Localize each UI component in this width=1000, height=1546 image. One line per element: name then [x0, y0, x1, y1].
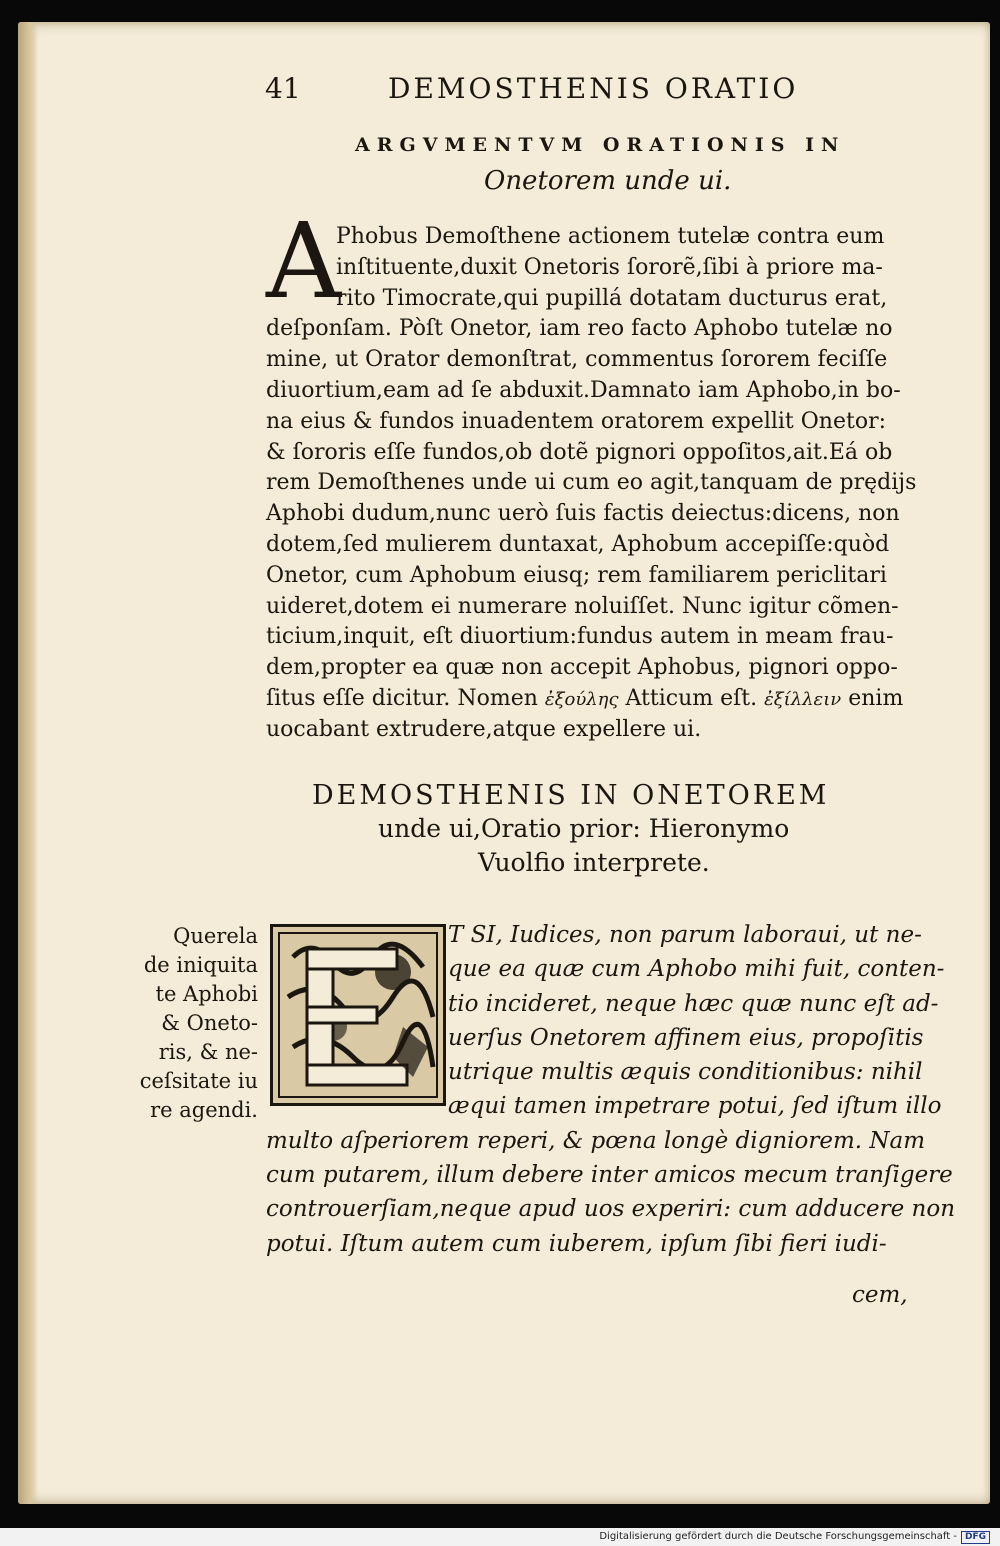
- oration-line: æqui tamen impetrare potui, ſed iſtum illo: [448, 1093, 942, 1120]
- catchword: cem,: [852, 1282, 908, 1308]
- argument-line: ticium,inquit, eſt diuortium:fundus autem in meam frau-: [266, 624, 894, 650]
- argument-line: & ſororis eſſe fundos,ob dotẽ pignori oppoſitos,ait.Eá ob: [266, 439, 893, 465]
- margin-line: & Oneto-: [161, 1011, 258, 1035]
- oration-line: tio incideret, neque hæc quæ nunc eſt ad-: [448, 990, 939, 1017]
- oration-line: cum putarem, illum debere inter amicos mecum tranſigere: [266, 1162, 953, 1189]
- argument-line: [266, 684, 926, 715]
- argument-line: na eius & fundos inuadentem oratorem expellit Onetor:: [266, 408, 886, 434]
- oration-line: uerſus Onetorem affinem eius, propoſitis: [448, 1024, 924, 1051]
- argument-line: dem,propter ea quæ non accepit Aphobus, pignori oppo-: [266, 655, 898, 681]
- page-gutter-edge: [18, 22, 38, 1504]
- running-head: DEMOSTHENIS ORATIO: [388, 72, 799, 105]
- argument-line: diuortium,eam ad ſe abduxit.Damnato iam Aphobo,in bo-: [266, 377, 901, 403]
- oration-line: potui. Iſtum autem cum iuberem, ipſum ſibi fieri iudi-: [266, 1230, 887, 1257]
- funding-credit-text: Digitalisierung gefördert durch die Deutsche Forschungsgemeinschaft -: [599, 1531, 957, 1542]
- greek-word: ἐξούλης: [544, 688, 619, 710]
- argument-line: Phobus Demoſthene actionem tutelæ contra eum: [336, 224, 885, 249]
- oration-subheading: Vuolfio interprete.: [478, 848, 710, 877]
- argument-line: uocabant extrudere,atque expellere ui.: [266, 716, 702, 742]
- dfg-logo: DFG: [961, 1531, 990, 1544]
- oration-heading: DEMOSTHENIS IN ONETOREM: [312, 780, 830, 811]
- funding-credit: [599, 1531, 990, 1544]
- argument-line: Aphobi dudum,nunc uerò ſuis factis deiectus:dicens, non: [266, 501, 900, 527]
- argument-line: mine, ut Orator demonſtrat, commentus ſororem feciſſe: [266, 347, 888, 373]
- margin-line: de iniquita: [143, 953, 258, 977]
- drop-cap-initial: A: [266, 200, 342, 322]
- oration-line: que ea quæ cum Aphobo mihi fuit, conten-: [448, 956, 945, 983]
- oration-subheading: unde ui,Oratio prior: Hieronymo: [378, 814, 790, 843]
- oration-line: utrique multis æquis conditionibus: nihil: [448, 1059, 923, 1086]
- argument-line: Onetor, cum Aphobum eiusq; rem familiarem periclitari: [266, 562, 887, 588]
- argument-line: dotem,ſed mulierem duntaxat, Aphobum accepiſſe:quòd: [266, 531, 890, 557]
- argument-text: ſitus eſſe dicitur. Nomen: [266, 685, 538, 711]
- margin-line: Querela: [173, 924, 258, 948]
- greek-word: ἐξίλλειν: [764, 688, 842, 710]
- margin-line: re agendi.: [150, 1098, 258, 1122]
- argument-line: deſponſam. Pòſt Onetor, iam reo facto Aphobo tutelæ no: [266, 316, 893, 342]
- argument-paragraph: [266, 222, 926, 746]
- argument-line: rem Demoſthenes unde ui cum eo agit,tanquam de prędijs: [266, 470, 917, 496]
- argument-line: rito Timocrate,qui pupillá dotatam ducturus erat,: [336, 285, 888, 311]
- oration-text: [266, 918, 956, 1261]
- argument-title: ARGVMENTVM ORATIONIS IN: [355, 134, 846, 156]
- argument-text: enim: [848, 685, 904, 711]
- oration-line: multo aſperiorem reperi, & pœna longè digniorem. Nam: [266, 1127, 926, 1154]
- argument-text: Atticum eſt.: [625, 685, 758, 711]
- argument-line: inſtituente,duxit Onetoris ſororẽ,ſibi à priore ma-: [336, 254, 883, 280]
- oration-line: T SI, Iudices, non parum laboraui, ut ne-: [448, 922, 922, 948]
- page-number: 41: [265, 72, 301, 105]
- marginal-note: [128, 922, 258, 1125]
- margin-line: ceſsitate iu: [139, 1069, 258, 1093]
- argument-subtitle: Onetorem unde ui.: [484, 166, 732, 196]
- margin-line: ris, & ne-: [158, 1040, 258, 1064]
- margin-line: te Aphobi: [155, 982, 258, 1006]
- argument-line: uideret,dotem ei numerare noluiſſet. Nunc igitur cõmen-: [266, 593, 899, 619]
- oration-line: controuerſiam,neque apud uos experiri: cum adducere non: [266, 1196, 956, 1223]
